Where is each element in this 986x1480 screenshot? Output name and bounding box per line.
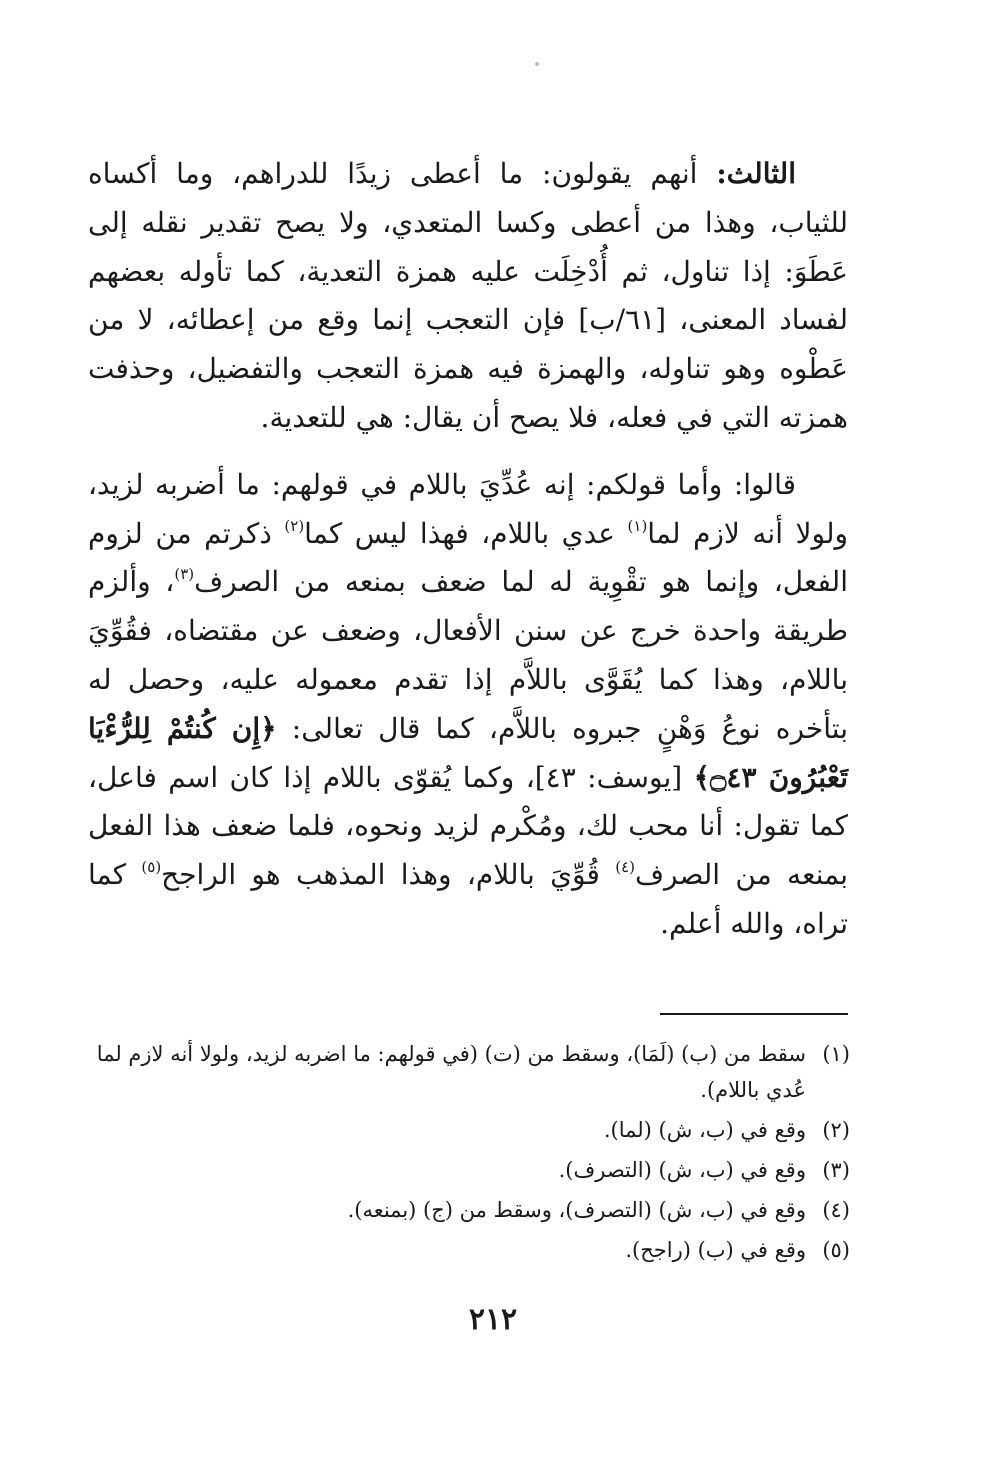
paragraph-2 [88,461,848,949]
footnote-text: وقع في (ب، ش) (التصرف)، وسقط من (ج) (بمنعه). [347,1198,806,1222]
paragraph-2-text-6: قُوِّيَ باللام، وهذا المذهب هو الراجح [161,858,616,892]
main-text [88,150,848,949]
footnote-1 [80,1036,850,1108]
footnote-3 [80,1152,850,1188]
paragraph-1 [88,150,848,443]
paragraph-2-text-3: ذكرتم من لزوم الفعل، وإنما هو تقْوِية له لما ضعف بمنعه من الصرف [88,516,848,599]
paragraph-2-text-2: عدي باللام، فهذا ليس كما [304,516,628,550]
footnote-separator [660,1013,848,1015]
quran-verse: إِن كُنتُمْ لِلرُّءْيَا تَعْبُرُونَ ۝٤٣ [88,711,848,794]
footnote-ref-2: (٢) [284,516,305,535]
page-number: ٢١٢ [468,1302,518,1337]
footnote-number: (٣) [822,1158,850,1182]
footnotes-list [80,1036,850,1272]
paragraph-2-text-5: ، وكما يُقوّى باللام إذا كان اسم فاعل، كما تقول: أنا محب لك، ومُكْرم لزيد ونحوه، فلما ضعف هذا الفعل بمنعه من الصرف [88,760,849,892]
footnote-4 [80,1192,850,1228]
paragraph-2-text-4: ، وألزم طريقة واحدة خرج عن سنن الأفعال، وضعف عن مقتضاه، فقُوِّيَ باللام، وهذا كما يُقَوَّى باللاَّم إذا تقدم معموله عليه، وحصل له بتأخره نوعُ وَهْنٍ جبروه باللاَّم، كما قال تعالى: [88,565,848,745]
paragraph-2-text-1: قالوا: وأما قولكم: إنه عُدِّيَ باللام في قولهم: ما أضربه لزيد، ولولا أنه لازم لما [88,467,848,550]
footnote-text: وقع في (ب، ش) (لما). [603,1118,806,1142]
footnote-number: (٤) [822,1198,850,1222]
footnote-number: (٥) [822,1238,850,1262]
footnote-number: (٢) [822,1118,850,1142]
footnote-ref-4: (٤) [615,858,636,877]
footnote-ref-5: (٥) [141,858,162,877]
paragraph-1-text: أنهم يقولون: ما أعطى زيدًا للدراهم، وما أكساه للثياب، وهذا من أعطى وكسا المتعدي، ولا يصح تقدير نقله إلى عَطَوَ: إذا تناول، ثم أُدْخِلَت عليه همزة التعدية، كما تأوله بعضهم لفساد المعنى، [٦١/ب] فإن التعجب إنما وقع من إعطائه، لا من عَطْوه وهو تناوله، والهمزة فيه همزة التعجب والتفضيل، وحذفت همزته التي في فعله، فلا يصح أن يقال: هي للتعدية. [88,157,848,434]
footnote-ref-3: (٣) [174,565,195,584]
paragraph-1-lead-word: الثالث: [716,157,796,190]
quran-close-bracket: ﴾ [693,760,710,794]
footnote-text: وقع في (ب) (راجح). [625,1238,806,1262]
paragraph-2-text-7: كما تراه، والله أعلم. [88,858,848,940]
scan-speck [535,62,539,66]
quran-open-bracket: ﴿ [260,711,277,745]
footnote-5 [80,1232,850,1268]
footnote-number: (١) [822,1042,850,1066]
verse-reference: [يوسف: ٤٣] [534,760,694,794]
footnote-text: وقع في (ب، ش) (التصرف). [558,1158,806,1182]
footnote-text: سقط من (ب) (لَمَا)، وسقط من (ت) (في قولهم: ما اضربه لزيد، ولولا أنه لازم لما عُدي باللام). [96,1042,806,1102]
footnote-ref-1: (١) [627,516,648,535]
footnote-2 [80,1112,850,1148]
